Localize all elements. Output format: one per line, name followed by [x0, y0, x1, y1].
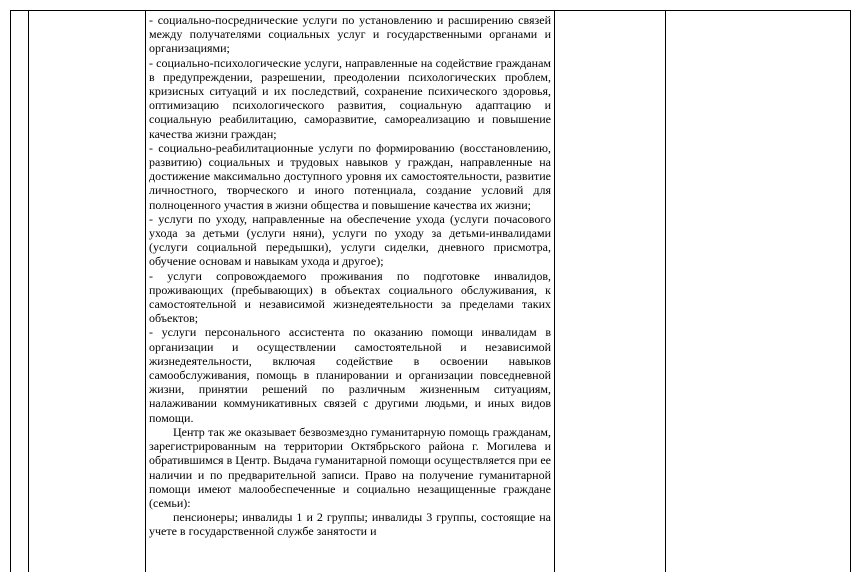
service-item-psychological: - социально-психологические услуги, направленные на содействие гражданам в предупреждении, разрешении, преодолении психологических проблем, кризисных ситуаций и их последствий, сохранение психического здоровья, оптимизацию психологического развития, социальную адаптацию и социальную реабилитацию, саморазвитие, самореализацию и повышение качества жизни граждан;	[149, 55, 551, 141]
service-item-mediation: - социально-посреднические услуги по установлению и расширению связей между получателями социальных услуг и государственными органами и организациями;	[149, 13, 551, 56]
table-top-border	[10, 10, 851, 11]
column-divider-1	[28, 10, 29, 572]
aid-recipients-paragraph: пенсионеры; инвалиды 1 и 2 группы; инвалиды 3 группы, состоящие на учете в государственной службе занятости и	[149, 510, 551, 539]
service-item-personal-assistant: - услуги персонального ассистента по оказанию помощи инвалидам в организации и осуществлении самостоятельной и независимой жизнедеятельности, включая содействие в освоении навыков самообслуживания, помощь в планировании и организации повседневной жизни, принятии решений по различным жизненным ситуациям, налаживании коммуникативных связей с другими людьми, и иных видов помощи.	[149, 325, 551, 425]
service-item-rehabilitation: - социально-реабилитационные услуги по формированию (восстановлению, развитию) социальных и трудовых навыков у граждан, направленные на достижение максимально доступного уровня их самостоятельности, развитие личностного, творческого и иного потенциала, создание условий для полноценного участия в жизни общества и повышение качества их жизни;	[149, 140, 551, 212]
column-divider-2	[145, 10, 146, 572]
humanitarian-aid-paragraph: Центр так же оказывает безвозмездно гуманитарную помощь гражданам, зарегистрированным на территории Октябрьского района г. Могилева и обратившимся в Центр. Выдача гуманитарной помощи осуществляется при ее наличии и по предварительной записи. Право на получение гуманитарной помощи имеют малообеспеченные и социально незащищенные граждане (семьи):	[149, 424, 551, 510]
services-cell	[149, 13, 551, 539]
service-item-supported-living: - услуги сопровождаемого проживания по подготовке инвалидов, проживающих (пребывающих) в объектах социального обслуживания, к самостоятельной и независимой жизнедеятельности за пределами таких объектов;	[149, 268, 551, 326]
column-divider-4	[665, 10, 666, 572]
service-item-care: - услуги по уходу, направленные на обеспечение ухода (услуги почасового ухода за детьми (услуги няни), услуги по уходу за детьми-инвалидами (услуги социальной передышки), услуги сиделки, дневного присмотра, обучение основам и навыкам ухода и другое);	[149, 211, 551, 269]
column-divider-3	[554, 10, 555, 572]
table-left-border	[10, 10, 11, 572]
table-right-border	[850, 10, 851, 572]
